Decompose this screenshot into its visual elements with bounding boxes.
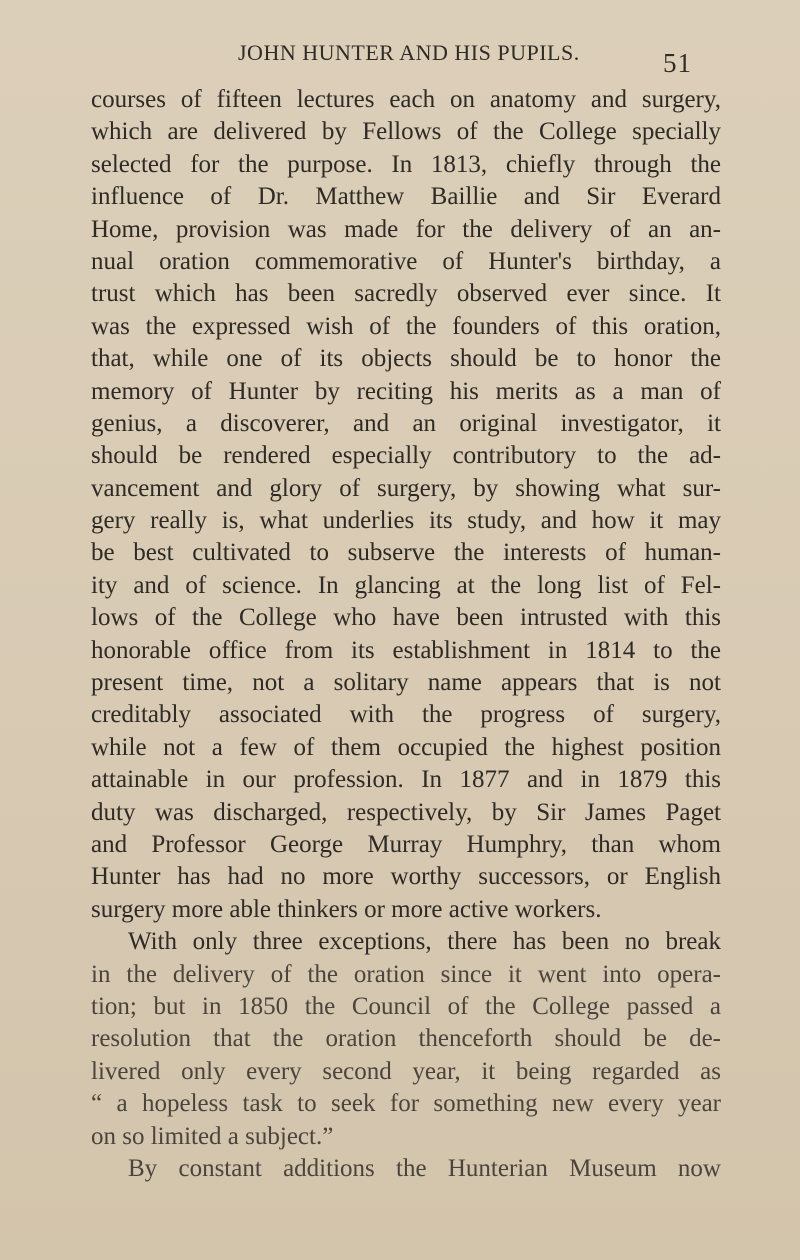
- text-line: genius, a discoverer, and an original investigator, it: [91, 409, 721, 437]
- text-line: present time, not a solitary name appears that is not: [91, 669, 721, 697]
- text-line: resolution that the oration thenceforth should be de-: [91, 1025, 721, 1053]
- text-line: nual oration commemorative of Hunter's birthday, a: [91, 247, 721, 275]
- text-line: honorable office from its establishment in 1814 to the: [91, 636, 721, 664]
- text-line: memory of Hunter by reciting his merits as a man of: [91, 377, 721, 405]
- text-line: influence of Dr. Matthew Baillie and Sir Everard: [91, 183, 721, 211]
- text-line: livered only every second year, it being regarded as: [91, 1057, 721, 1085]
- text-line: tion; but in 1850 the Council of the College passed a: [91, 992, 721, 1020]
- text-line: courses of fifteen lectures each on anatomy and surgery,: [91, 86, 721, 113]
- text-line: that, while one of its objects should be to honor the: [91, 345, 721, 373]
- text-line: creditably associated with the progress of surgery,: [91, 701, 721, 729]
- text-line: “ a hopeless task to seek for something new every year: [91, 1090, 721, 1118]
- text-line: and Professor George Murray Humphry, than whom: [91, 830, 721, 858]
- text-line: Home, provision was made for the delivery of an an-: [91, 215, 721, 243]
- text-line: surgery more able thinkers or more active workers.: [91, 895, 602, 923]
- page-number: 51: [663, 48, 692, 78]
- body-text: [91, 84, 721, 1185]
- text-line: With only three exceptions, there has been no break: [128, 928, 721, 956]
- text-line: duty was discharged, respectively, by Sir James Paget: [91, 798, 721, 826]
- text-line: vancement and glory of surgery, by showing what sur-: [91, 474, 721, 502]
- text-line: gery really is, what underlies its study, and how it may: [91, 507, 721, 535]
- running-head: JOHN HUNTER AND HIS PUPILS.: [238, 40, 580, 65]
- text-line: on so limited a subject.”: [91, 1122, 334, 1150]
- text-line: lows of the College who have been intrusted with this: [91, 604, 721, 632]
- text-line: trust which has been sacredly observed ever since. It: [91, 280, 721, 308]
- text-line: By constant additions the Hunterian Museum now: [128, 1154, 721, 1182]
- text-line: while not a few of them occupied the highest position: [91, 733, 721, 761]
- text-line: which are delivered by Fellows of the College specially: [91, 118, 721, 146]
- text-line: selected for the purpose. In 1813, chiefly through the: [91, 150, 721, 178]
- text-line: should be rendered especially contributory to the ad-: [91, 442, 721, 470]
- text-line: be best cultivated to subserve the interests of human-: [91, 539, 721, 567]
- text-line: was the expressed wish of the founders of this oration,: [91, 312, 721, 340]
- text-line: attainable in our profession. In 1877 and in 1879 this: [91, 766, 721, 794]
- text-line: ity and of science. In glancing at the long list of Fel-: [91, 571, 721, 599]
- text-line: in the delivery of the oration since it went into opera-: [91, 960, 721, 988]
- text-line: Hunter has had no more worthy successors, or English: [91, 863, 721, 891]
